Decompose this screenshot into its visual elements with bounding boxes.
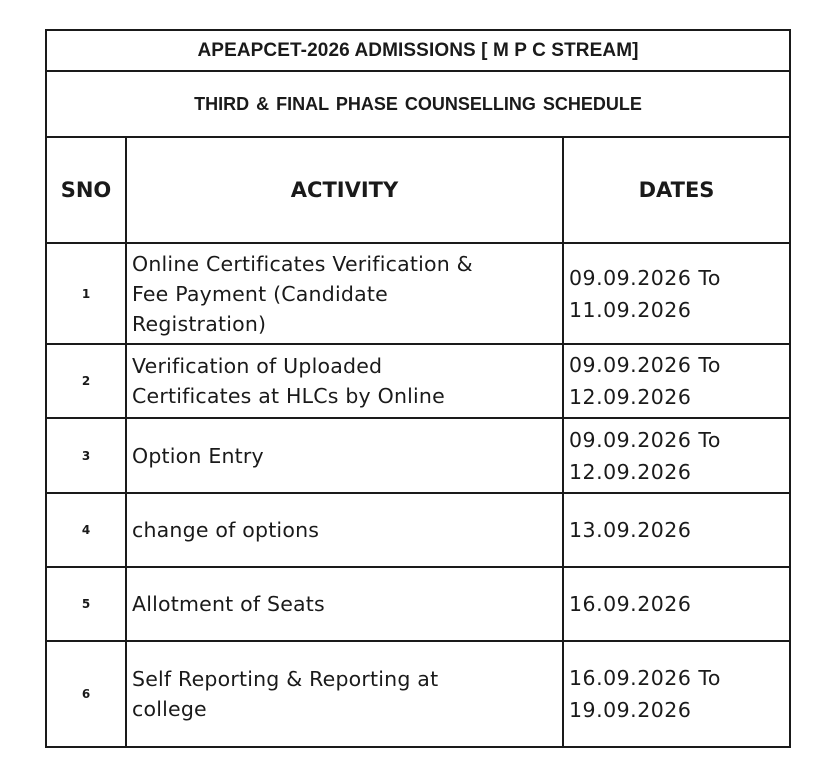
- date-line: 12.09.2026: [569, 459, 692, 484]
- activity-cell: [126, 243, 563, 344]
- column-header-activity: ACTIVITY: [126, 137, 563, 243]
- sno-cell: 3: [46, 418, 126, 493]
- table-row: [46, 641, 790, 747]
- activity-cell: [126, 344, 563, 418]
- sno-cell: 5: [46, 567, 126, 641]
- date-line: 19.09.2026: [569, 698, 692, 722]
- activity-line: Verification of Uploaded: [132, 354, 383, 378]
- document-subtitle: THIRD & FINAL PHASE COUNSELLING SCHEDULE: [46, 71, 790, 137]
- date-line: 16.09.2026: [569, 592, 692, 616]
- table-row: [46, 344, 790, 418]
- activity-cell: [126, 418, 563, 493]
- column-header-row: [46, 137, 790, 243]
- sno-cell: 4: [46, 493, 126, 567]
- table-row: [46, 243, 790, 344]
- activity-line: Registration): [132, 311, 267, 336]
- table-row: [46, 418, 790, 493]
- date-line: 13.09.2026: [569, 518, 692, 542]
- column-header-dates: DATES: [563, 137, 790, 243]
- title-row: [46, 30, 790, 71]
- date-line: 11.09.2026: [569, 297, 692, 322]
- dates-cell: [563, 344, 790, 418]
- column-header-sno: SNO: [46, 137, 126, 243]
- table-row: [46, 493, 790, 567]
- dates-cell: [563, 493, 790, 567]
- activity-line: college: [132, 697, 207, 721]
- date-line: 16.09.2026 To: [569, 666, 721, 690]
- date-line: 09.09.2026 To: [569, 265, 721, 290]
- activity-cell: [126, 641, 563, 747]
- date-line: 12.09.2026: [569, 385, 692, 409]
- activity-line: Fee Payment (Candidate: [132, 281, 388, 306]
- sno-cell: 2: [46, 344, 126, 418]
- sno-cell: 1: [46, 243, 126, 344]
- dates-cell: [563, 641, 790, 747]
- activity-line: Online Certificates Verification &: [132, 251, 473, 276]
- subtitle-row: [46, 71, 790, 137]
- sno-cell: 6: [46, 641, 126, 747]
- activity-line: Self Reporting & Reporting at: [132, 667, 439, 691]
- date-line: 09.09.2026 To: [569, 427, 721, 452]
- counselling-schedule-table: [45, 29, 791, 748]
- activity-line: Option Entry: [132, 443, 264, 468]
- schedule-document: [45, 29, 789, 754]
- table-row: [46, 567, 790, 641]
- activity-cell: [126, 567, 563, 641]
- activity-line: change of options: [132, 518, 320, 542]
- activity-cell: [126, 493, 563, 567]
- activity-line: Allotment of Seats: [132, 592, 325, 616]
- document-title: APEAPCET-2026 ADMISSIONS [ M P C STREAM]: [46, 30, 790, 71]
- dates-cell: [563, 243, 790, 344]
- date-line: 09.09.2026 To: [569, 353, 721, 377]
- dates-cell: [563, 418, 790, 493]
- activity-line: Certificates at HLCs by Online: [132, 384, 445, 408]
- dates-cell: [563, 567, 790, 641]
